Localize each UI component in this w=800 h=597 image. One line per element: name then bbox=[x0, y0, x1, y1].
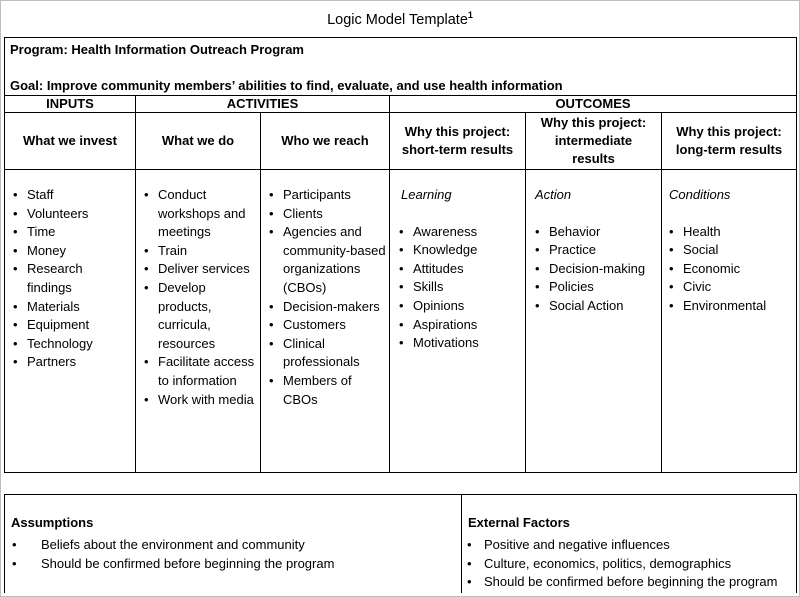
list-item: • Environmental bbox=[666, 297, 793, 316]
section-activities: ACTIVITIES bbox=[226, 96, 299, 111]
column-header-long-term: Why this project: long-term results bbox=[675, 124, 783, 157]
column-header-intermediate: Why this project: intermediate results bbox=[540, 115, 647, 166]
list-item: • Facilitate access to information bbox=[141, 353, 259, 390]
list-item: • Customers bbox=[266, 316, 388, 335]
list-item: • Volunteers bbox=[10, 205, 130, 224]
inputs-list bbox=[10, 186, 130, 372]
list-item: • Work with media bbox=[141, 391, 259, 410]
header-divider bbox=[5, 169, 796, 170]
list-item: • Civic bbox=[666, 278, 793, 297]
list-item: • Social bbox=[666, 241, 793, 260]
list-item: • Social Action bbox=[532, 297, 659, 316]
list-item: • Knowledge bbox=[396, 241, 523, 260]
list-item: • Research findings bbox=[10, 260, 130, 297]
assumptions-title: Assumptions bbox=[11, 515, 94, 530]
list-item: • Awareness bbox=[396, 223, 523, 242]
list-item: • Deliver services bbox=[141, 260, 259, 279]
list-item: • Equipment bbox=[10, 316, 130, 335]
list-item: • Clients bbox=[266, 205, 388, 224]
list-item: • Should be confirmed before beginning the program bbox=[466, 573, 777, 592]
page-title: Logic Model Template$^1$ bbox=[327, 10, 473, 28]
list-item: • Opinions bbox=[396, 297, 523, 316]
list-item: • Technology bbox=[10, 335, 130, 354]
assumptions-factors-table bbox=[4, 494, 797, 593]
long-term-lead: Conditions bbox=[669, 187, 731, 202]
list-item: • Partners bbox=[10, 353, 130, 372]
list-item: • Economic bbox=[666, 260, 793, 279]
list-item: • Policies bbox=[532, 278, 659, 297]
external-factors-title: External Factors bbox=[468, 515, 570, 530]
list-item: • Money bbox=[10, 242, 130, 261]
logic-model-table bbox=[4, 37, 797, 473]
list-item: • Clinical professionals bbox=[266, 335, 388, 372]
list-item: • Beliefs about the environment and community bbox=[11, 536, 334, 555]
list-item: • Motivations bbox=[396, 334, 523, 353]
program-info bbox=[5, 38, 796, 96]
external-factors-section bbox=[462, 495, 796, 593]
column-header-who-we-reach: Who we reach bbox=[281, 133, 369, 148]
list-item: • Aspirations bbox=[396, 316, 523, 335]
list-item: • Positive and negative influences bbox=[466, 536, 777, 555]
list-item: • Train bbox=[141, 242, 259, 261]
list-item: • Attitudes bbox=[396, 260, 523, 279]
title-footnote-marker: 1 bbox=[467, 10, 473, 20]
column-header-short-term: Why this project: short-term results bbox=[401, 124, 514, 157]
list-item: • Decision-making bbox=[532, 260, 659, 279]
activities-do-list bbox=[141, 186, 259, 409]
list-item: • Members of CBOs bbox=[266, 372, 388, 409]
list-item: • Should be confirmed before beginning the program bbox=[11, 555, 334, 574]
column-header-what-we-do: What we do bbox=[161, 133, 235, 148]
list-item: • Participants bbox=[266, 186, 388, 205]
list-item: • Health bbox=[666, 223, 793, 242]
list-item: • Staff bbox=[10, 186, 130, 205]
short-term-lead: Learning bbox=[401, 187, 452, 202]
list-item: • Skills bbox=[396, 278, 523, 297]
goal-line: Goal: Improve community members’ abilities to find, evaluate, and use health information bbox=[10, 78, 563, 93]
list-item: • Conduct workshops and meetings bbox=[141, 186, 259, 242]
list-item: • Culture, economics, politics, demographics bbox=[466, 555, 777, 574]
program-line: Program: Health Information Outreach Program bbox=[10, 42, 304, 57]
list-item: • Behavior bbox=[532, 223, 659, 242]
list-item: • Materials bbox=[10, 298, 130, 317]
column-header-what-we-invest: What we invest bbox=[23, 133, 117, 148]
long-term-outcomes bbox=[669, 186, 793, 316]
list-item: • Agencies and community-based organizations (CBOs) bbox=[266, 223, 388, 297]
activities-reach-list bbox=[266, 186, 388, 409]
section-inputs: INPUTS bbox=[46, 96, 94, 111]
short-term-outcomes bbox=[401, 186, 523, 353]
list-item: • Practice bbox=[532, 241, 659, 260]
list-item: • Decision-makers bbox=[266, 298, 388, 317]
assumptions-section bbox=[5, 495, 461, 593]
list-item: • Time bbox=[10, 223, 130, 242]
intermediate-outcomes bbox=[535, 186, 659, 316]
section-outcomes: OUTCOMES bbox=[555, 96, 631, 111]
list-item: • Develop products, curricula, resources bbox=[141, 279, 259, 353]
intermediate-lead: Action bbox=[535, 187, 572, 202]
